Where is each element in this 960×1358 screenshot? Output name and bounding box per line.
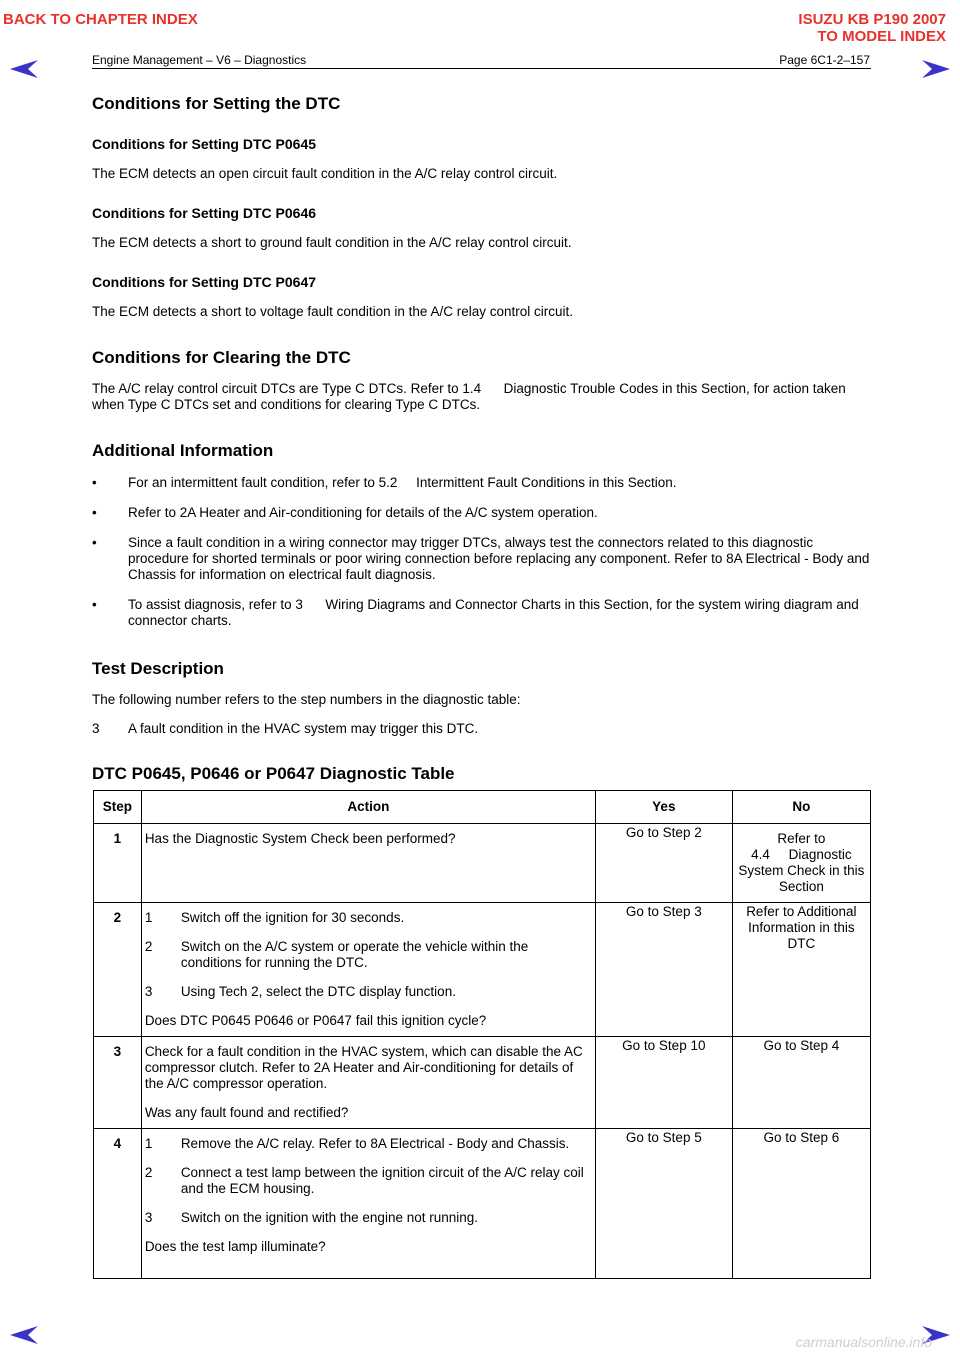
table-row	[94, 903, 871, 1037]
sub-step: 3 Switch on the ignition with the engine not running.	[144, 1210, 479, 1225]
step-yes: Go to Step 3	[595, 903, 732, 1037]
p0647-heading: Conditions for Setting DTC P0647	[92, 274, 317, 290]
test-step-text: A fault condition in the HVAC system may trigger this DTC.	[128, 721, 479, 736]
next-page-arrow-icon[interactable]	[922, 60, 950, 78]
test-description-heading: Test Description	[92, 659, 224, 678]
step-number: 4	[94, 1129, 142, 1279]
bullet: •	[92, 505, 97, 520]
p0647-text: The ECM detects a short to voltage fault condition in the A/C relay control circuit.	[92, 304, 573, 319]
header-divider	[92, 68, 871, 69]
to-model-index-link[interactable]	[798, 11, 946, 45]
sub-step: 3 Using Tech 2, select the DTC display function.	[144, 984, 456, 999]
table-row	[94, 1129, 871, 1279]
model-index-label: TO MODEL INDEX	[817, 28, 946, 45]
bullet: •	[92, 535, 97, 550]
back-to-chapter-index-link[interactable]: BACK TO CHAPTER INDEX	[3, 11, 198, 28]
step-question: Was any fault found and rectified?	[144, 1105, 349, 1120]
table-row	[94, 1037, 871, 1129]
header-step: Step	[94, 791, 142, 824]
step-action	[141, 903, 595, 1037]
p0645-text: The ECM detects an open circuit fault condition in the A/C relay control circuit.	[92, 166, 558, 181]
step-action	[141, 824, 595, 903]
step-yes: Go to Step 10	[595, 1037, 732, 1129]
clearing-dtc-text: The A/C relay control circuit DTCs are Type C DTCs. Refer to 1.4 Diagnostic Trouble Codes in this Section, for action taken when Type C DTCs set and conditions for clearing Type C DTCs.	[92, 381, 850, 412]
setting-dtc-heading: Conditions for Setting the DTC	[92, 94, 341, 113]
table-header-row	[94, 791, 871, 824]
header-yes: Yes	[595, 791, 732, 824]
sub-step: 1 Switch off the ignition for 30 seconds.	[144, 910, 405, 925]
test-step-number: 3	[92, 721, 100, 736]
step-question: Does DTC P0645 P0646 or P0647 fail this ignition cycle?	[144, 1013, 487, 1028]
sub-step: 2 Connect a test lamp between the ignition circuit of the A/C relay coil and the ECM housing.	[144, 1165, 584, 1196]
sub-step: 1 Remove the A/C relay. Refer to 8A Electrical - Body and Chassis.	[144, 1136, 570, 1151]
clearing-dtc-heading: Conditions for Clearing the DTC	[92, 348, 351, 367]
step-yes: Go to Step 5	[595, 1129, 732, 1279]
step-question: Does the test lamp illuminate?	[144, 1239, 326, 1254]
list-item: • To assist diagnosis, refer to 3 Wiring Diagrams and Connector Charts in this Section, for the system wiring diagram and connector charts.	[92, 597, 863, 628]
step-yes: Go to Step 2	[595, 824, 732, 903]
additional-info-heading: Additional Information	[92, 441, 274, 460]
header-no: No	[732, 791, 870, 824]
step-no: Refer to 4.4 Diagnostic System Check in this Section	[732, 824, 870, 903]
step-no: Refer to Additional Information in this DTC	[732, 903, 870, 1037]
table-row	[94, 824, 871, 903]
step-intro: Check for a fault condition in the HVAC system, which can disable the AC compressor clutch. Refer to 2A Heater and Air-conditioning for details of the A/C compressor operation.	[144, 1044, 583, 1091]
header-action: Action	[141, 791, 595, 824]
page-number: Page 6C1-2–157	[779, 53, 870, 67]
diagnostic-table-heading: DTC P0645, P0646 or P0647 Diagnostic Table	[92, 764, 455, 783]
previous-page-arrow-icon[interactable]	[10, 60, 38, 78]
additional-info-list	[92, 475, 872, 629]
step-no: Go to Step 6	[732, 1129, 870, 1279]
header-title: Engine Management – V6 – Diagnostics	[92, 53, 307, 67]
sub-step: 2 Switch on the A/C system or operate the vehicle within the conditions for running the DTC.	[144, 939, 529, 970]
test-description-intro: The following number refers to the step numbers in the diagnostic table:	[92, 692, 521, 707]
step-action	[141, 1129, 595, 1279]
bullet: •	[92, 597, 97, 612]
p0646-text: The ECM detects a short to ground fault condition in the A/C relay control circuit.	[92, 235, 572, 250]
step-no: Go to Step 4	[732, 1037, 870, 1129]
step-action	[141, 1037, 595, 1129]
watermark: carmanualsonline.info	[795, 1334, 932, 1350]
list-item: • Refer to 2A Heater and Air-conditioning for details of the A/C system operation.	[92, 505, 598, 520]
step-number: 2	[94, 903, 142, 1037]
step-number: 1	[94, 824, 142, 903]
previous-page-arrow-bottom-icon[interactable]	[10, 1326, 38, 1344]
list-item: • Since a fault condition in a wiring connector may trigger DTCs, always test the connectors related to this diagnostic procedure for shorted terminals or poor wiring connection before replacing any component. Refer to 8A Electrical - Body and Chassis for information on electrical fault diagnosis.	[92, 535, 870, 582]
step-question: Has the Diagnostic System Check been performed?	[144, 831, 456, 846]
step-number: 3	[94, 1037, 142, 1129]
p0645-heading: Conditions for Setting DTC P0645	[92, 136, 317, 152]
p0646-heading: Conditions for Setting DTC P0646	[92, 205, 317, 221]
diagnostic-table	[93, 790, 871, 1279]
list-item: • For an intermittent fault condition, refer to 5.2 Intermittent Fault Conditions in this Section.	[92, 475, 677, 490]
bullet: •	[92, 475, 97, 490]
model-title: ISUZU KB P190 2007	[798, 11, 946, 28]
